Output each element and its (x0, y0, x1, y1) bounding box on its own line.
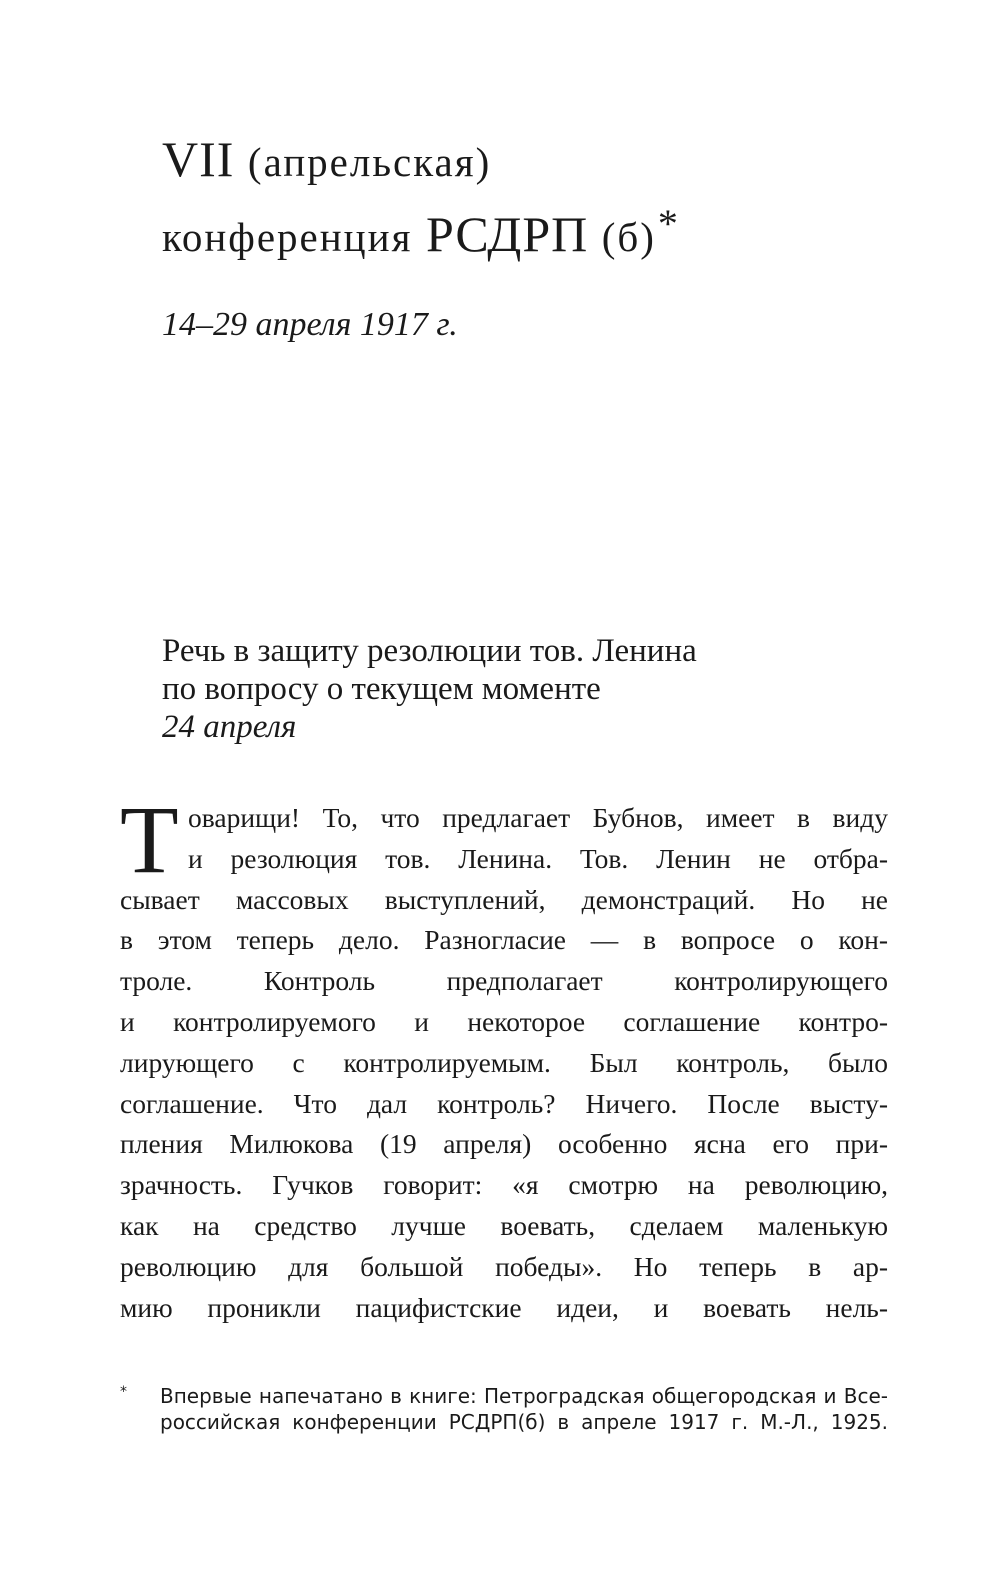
body-line: сывает массовых выступлений, демонстраций. Но не (120, 883, 888, 915)
body-line: зрачность. Гучков говорит: «я смотрю на революцию, (120, 1169, 888, 1201)
body-line: троле. Контроль предполагает контролирующего (120, 965, 888, 997)
chapter-title-line-1 (162, 128, 922, 193)
body-line: лирующего с контролируемым. Был контроль, было (120, 1046, 888, 1078)
drop-cap: Т (120, 786, 179, 893)
chapter-title-line-2 (162, 193, 922, 268)
body-line: оварищи! То, что предлагает Бубнов, имеет в виду (188, 802, 888, 833)
chapter-date: 14–29 апреля 1917 г. (162, 306, 458, 343)
speech-heading-line: по вопросу о текущем моменте (162, 671, 601, 707)
chapter-title-roman: VII (162, 131, 235, 187)
chapter-title-subtitle: (апрельская) (247, 139, 492, 185)
chapter-title-party: РСДРП (425, 206, 589, 262)
footnote-marker: * (120, 1384, 127, 1400)
body-line: мию проникли пацифистские идеи, и воевать нель- (120, 1291, 888, 1323)
body-line: и контролируемого и некоторое соглашение контро- (120, 1005, 888, 1037)
footnote-reference-asterisk: * (657, 201, 679, 246)
chapter-title (162, 128, 922, 268)
chapter-title-suffix: (б) (601, 214, 656, 260)
footnote-text (160, 1383, 888, 1435)
body-line: соглашение. Что дал контроль? Ничего. После высту- (120, 1087, 888, 1119)
speech-heading-line: Речь в защиту резолюции тов. Ленина (162, 633, 697, 669)
body-line: в этом теперь дело. Разногласие — в вопросе о кон- (120, 924, 888, 956)
speech-date: 24 апреля (162, 709, 297, 745)
body-line: и резолюция тов. Ленина. Тов. Ленин не отбра- (188, 842, 888, 874)
body-line: пления Милюкова (19 апреля) особенно ясна его при- (120, 1128, 888, 1160)
body-line: революцию для большой победы». Но теперь в ар- (120, 1250, 888, 1282)
footnote-line: российская конференции РСДРП(б) в апреле 1917 г. М.-Л., 1925. (160, 1410, 888, 1434)
body-line: как на средство лучше воевать, сделаем маленькую (120, 1209, 888, 1241)
footnote (120, 1383, 888, 1435)
speech-heading (162, 632, 902, 746)
chapter-title-conference: конференция (162, 214, 413, 260)
footnote-line: Впервые напечатано в книге: Петроградская общегородская и Все- (160, 1384, 888, 1408)
body-text (120, 786, 888, 1328)
